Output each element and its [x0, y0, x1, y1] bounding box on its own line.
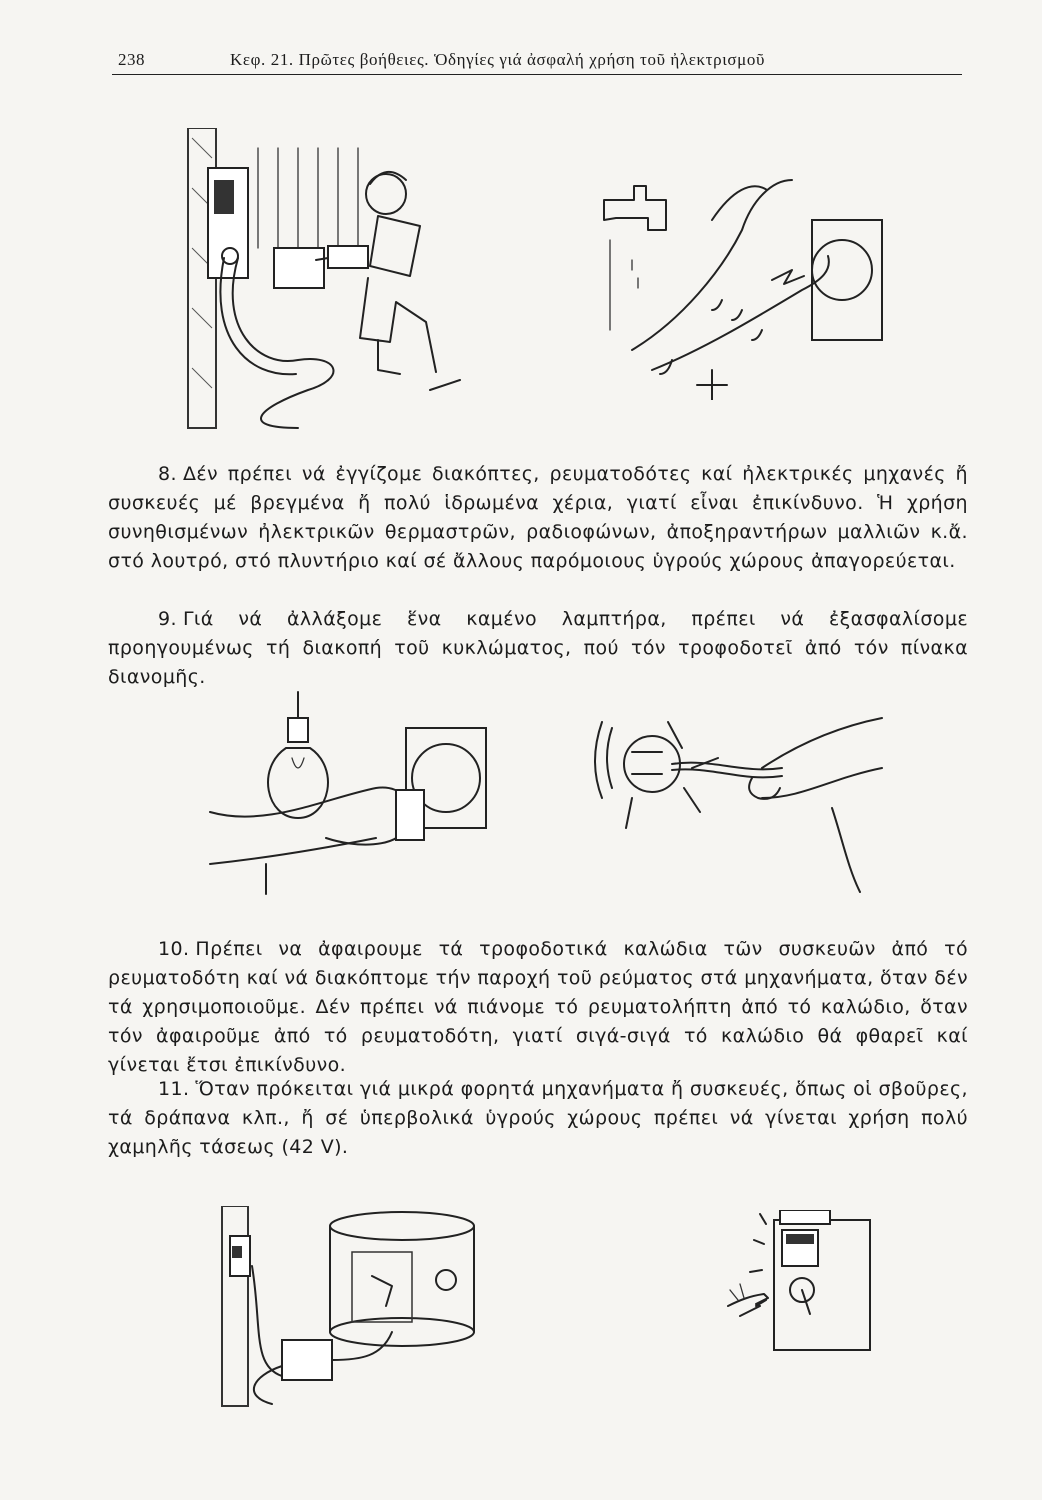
hand-switch-box-illustration	[720, 1210, 880, 1360]
page-number: 238	[118, 50, 145, 69]
item-text: Γιά νά ἀλλάξομε ἕνα καμένο λαμπτήρα, πρέπει νά ἐξασφαλίσομε προηγουμένως τή διακοπή τοῦ κυκλώματος, πού τόν τροφοδοτεῖ ἀπό τόν πίνακα διανομῆς.	[108, 608, 968, 688]
item-text: Δέν πρέπει νά ἐγγίζομε διακόπτες, ρευματοδότες καί ἠλεκτρικές μηχανές ἤ συσκευές μέ βρεγμένα ἤ πολύ ἱδρωμένα χέρια, γιατί εἶναι ἐπικίνδυνο. Ἡ χρήση συνηθισμένων ἠλεκτρικῶν θερμαστρῶν, ραδιοφώνων, ἀποξηραντήρων μαλλιῶν κ.ἄ. στό λουτρό, στό πλυντήριο καί σέ ἄλλους παρόμοιους ὑγρούς χώρους ἀπαγορεύεται.	[108, 463, 968, 572]
wet-hand-socket-illustration	[592, 160, 892, 400]
item-8: 8. Δέν πρέπει νά ἐγγίζομε διακόπτες, ρευματοδότες καί ἠλεκτρικές μηχανές ἤ συσκευές μέ βρεγμένα ἤ πολύ ἱδρωμένα χέρια, γιατί εἶναι ἐπικίνδυνο. Ἡ χρήση συνηθισμένων ἠλεκτρικῶν θερμαστρῶν, ραδιοφώνων, ἀποξηραντήρων μαλλιῶν κ.ἄ. στό λουτρό, στό πλυντήριο καί σέ ἄλλους παρόμοιους ὑγρούς χώρους ἀπαγορεύεται.	[108, 463, 968, 572]
item-text: Πρέπει να ἀφαιρουμε τά τροφοδοτικά καλώδια τῶν συσκευῶν ἀπό τό ρευματοδότη καί νά διακόπτομε τήν παροχή τοῦ ρεύματος στά μηχανήματα, ὅταν δέν τά χρησιμοποιοῦμε. Δέν πρέπει νά πιάνομε τό ρευματολήπτη ἀπό τό καλώδιο, ὅταν τόν ἀφαιροῦμε ἀπό τό ρευματοδότη, γιατί σιγά-σιγά τό καλώδιο θά φθαρεῖ καί γίνεται ἔτσι ἐπικίνδυνο.	[108, 938, 968, 1076]
item-9: 9. Γιά νά ἀλλάξομε ἕνα καμένο λαμπτήρα, πρέπει νά ἐξασφαλίσομε προηγουμένως τή διακοπή τοῦ κυκλώματος, πού τόν τροφοδοτεῖ ἀπό τόν πίνακα διανομῆς.	[108, 608, 968, 688]
pulling-plug-by-cord-illustration	[592, 708, 892, 898]
running-head: Κεφ. 21. Πρῶτες βοήθειες. Ὁδηγίες γιά ἀσφαλή χρήση τοῦ ἠλεκτρισμοῦ	[230, 50, 765, 69]
page-header	[112, 46, 962, 75]
item-text: Ὅταν πρόκειται γιά μικρά φορητά μηχανήματα ἤ συσκευές, ὅπως οἱ σβοῦρες, τά δράπανα κλπ., ἤ σέ ὑπερβολικά ὑγρούς χώρους πρέπει νά γίνεται χρήση πολύ χαμηλῆς τάσεως (42 V).	[108, 1078, 968, 1158]
item-10: 10. Πρέπει να ἀφαιρουμε τά τροφοδοτικά καλώδια τῶν συσκευῶν ἀπό τό ρευματοδότη καί νά διακόπτομε τήν παροχή τοῦ ρεύματος στά μηχανήματα, ὅταν δέν τά χρησιμοποιοῦμε. Δέν πρέπει νά πιάνομε τό ρευματολήπτη ἀπό τό καλώδιο, ὅταν τόν ἀφαιροῦμε ἀπό τό ρευματοδότη, γιατί σιγά-σιγά τό καλώδιο θά φθαρεῖ καί γίνεται ἔτσι ἐπικίνδυνο.	[108, 938, 968, 1076]
item-11: 11. Ὅταν πρόκειται γιά μικρά φορητά μηχανήματα ἤ συσκευές, ὅπως οἱ σβοῦρες, τά δράπανα κλπ., ἤ σέ ὑπερβολικά ὑγρούς χώρους πρέπει νά γίνεται χρήση πολύ χαμηλῆς τάσεως (42 V).	[108, 1078, 968, 1158]
lamp-and-switch-illustration	[206, 688, 506, 900]
low-voltage-transformer-illustration	[212, 1206, 482, 1416]
man-with-drill-illustration	[178, 128, 518, 446]
